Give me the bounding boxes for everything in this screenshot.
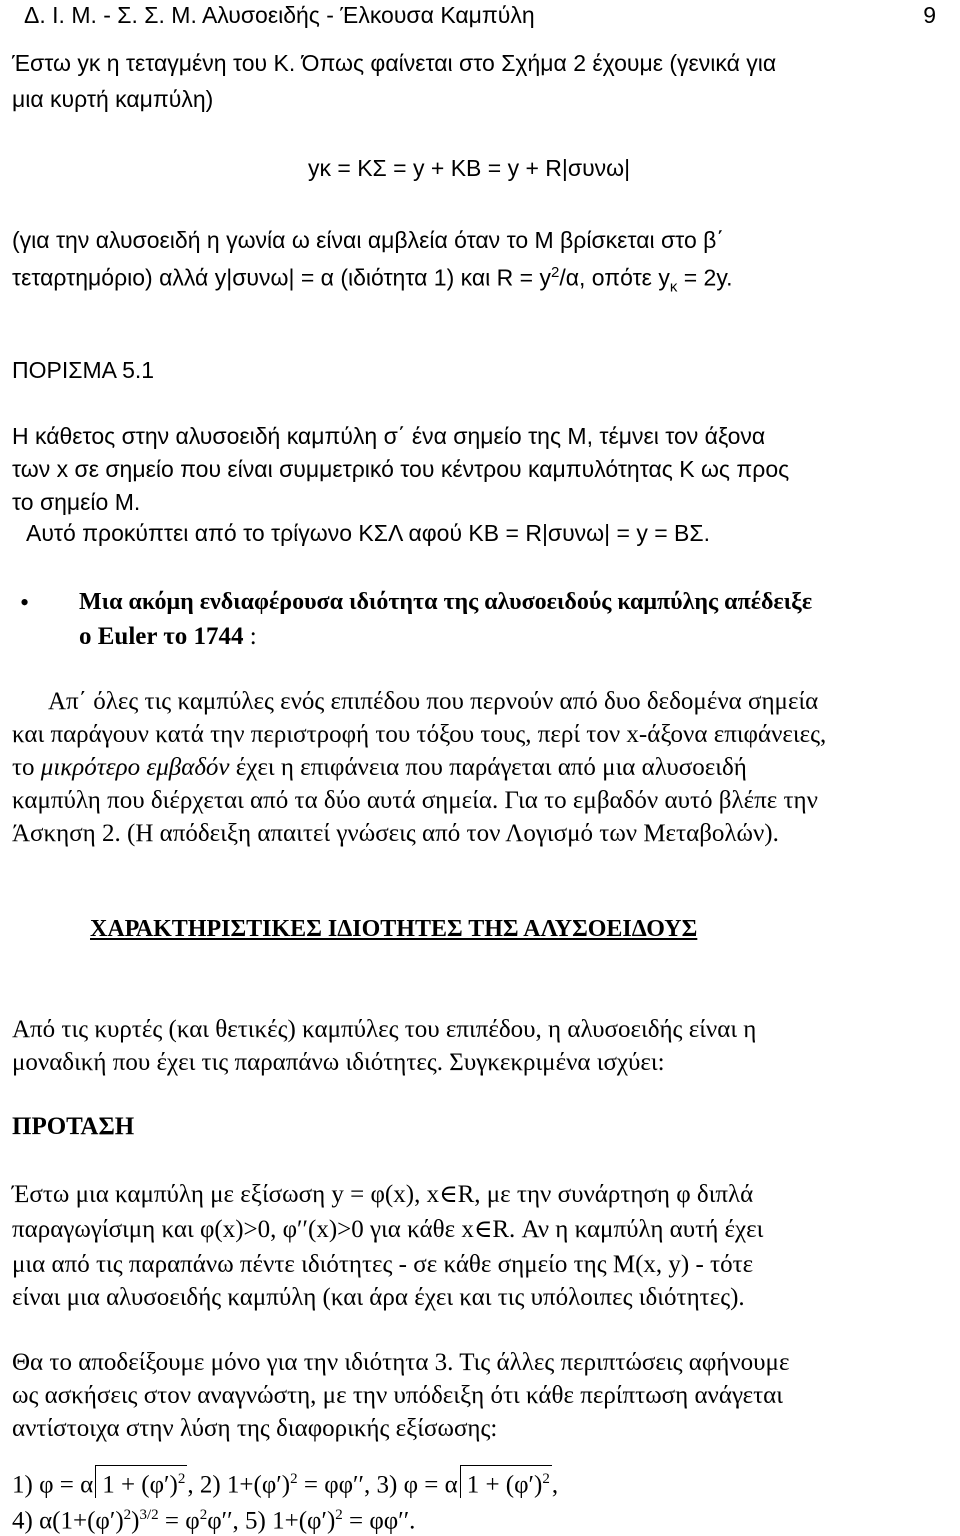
intro-line-4b: /α, οπότε y <box>559 264 670 291</box>
intro-line-4-sub: κ <box>669 278 678 296</box>
porisma-line-1: Η κάθετος στην αλυσοειδή καμπύλη σ΄ ένα σημείο της Μ, τέμνει τον άξονα <box>12 423 766 449</box>
euler-para-line-3b: έχει η επιφάνεια που παράγεται από μια αλυσοειδή <box>229 754 747 781</box>
eq1-rad2-sup: 2 <box>542 1471 550 1487</box>
intro-line-4c: = 2y. <box>677 264 733 291</box>
proof-line-3: αντίστοιχα στην λύση της διαφορικής εξίσωσης: <box>12 1415 498 1442</box>
eq1-mid-sup: 2 <box>290 1471 298 1487</box>
euler-para-line-3a: το <box>12 754 41 781</box>
porisma-line-2: των x σε σημείο που είναι συμμετρικό του κέντρου καμπυλότητας Κ ως προς <box>12 456 790 482</box>
eq2-b: ) <box>131 1507 140 1535</box>
header-title: Δ. Ι. Μ. - Σ. Σ. Μ. Αλυσοειδής - Έλκουσα Καμπύλη <box>24 2 535 28</box>
intro-line-4 <box>12 258 733 302</box>
euler-para-line-2: και παράγουν κατά την περιστροφή του τόξου τους, περί τον x-άξονα επιφάνειες, <box>12 721 827 748</box>
sqrt-expression-1 <box>95 1465 187 1498</box>
protasi-line-4: είναι μια αλυσοειδής καμπύλη (και άρα έχει και τις υπόλοιπες ιδιότητες). <box>12 1284 745 1311</box>
intro-line-2: μια κυρτή καμπύλη) <box>12 86 214 112</box>
protasi-line-2: παραγωγίσιμη και φ(x)>0, φ′′(x)>0 για κάθε x∈R. Αν η καμπύλη αυτή έχει <box>12 1216 764 1243</box>
euler-bullet-line-2b: : <box>243 623 257 650</box>
protasi-heading: ΠΡΟΤΑΣΗ <box>12 1113 135 1140</box>
euler-bullet-line-1: Μια ακόμη ενδιαφέρουσα ιδιότητα της αλυσοειδούς καμπύλης απέδειξε <box>79 589 813 615</box>
euler-para-line-1: Απ΄ όλες τις καμπύλες ενός επιπέδου που περνούν από δυο δεδομένα σημεία <box>48 688 819 715</box>
section-line-2: μοναδική που έχει τις παραπάνω ιδιότητες. Συγκεκριμένα ισχύει: <box>12 1049 665 1076</box>
equation-line-1 <box>12 1464 558 1500</box>
eq2-d-sup: 2 <box>335 1507 343 1523</box>
sqrt-expression-2 <box>460 1465 552 1498</box>
proof-line-2: ως ασκήσεις στον αναγνώστη, με την υπόδειξη ότι κάθε περίπτωση ανάγεται <box>12 1382 783 1409</box>
eq1-rad2: 1 + (φ′) <box>466 1471 543 1499</box>
intro-line-4a: τεταρτημόριο) αλλά y|συνω| = α (ιδιότητα 1) και R = y <box>12 264 551 291</box>
eq1-mid2: = φφ′′, 3) φ = α <box>297 1471 458 1499</box>
eq1-mid: , 2) 1+(φ′) <box>187 1471 291 1499</box>
euler-para-line-3-italic: μικρότερο εμβαδόν <box>40 754 230 781</box>
eq1-end: , <box>551 1471 559 1499</box>
porisma-line-4: Αυτό προκύπτει από το τρίγωνο ΚΣΛ αφού ΚΒ = R|συνω| = y = ΒΣ. <box>26 520 710 546</box>
eq2-d: φ′′, 5) 1+(φ′) <box>207 1507 336 1535</box>
eq1-rad: 1 + (φ′) <box>102 1471 178 1499</box>
porisma-line-3: το σημείο Μ. <box>12 489 141 515</box>
euler-bullet-line-2 <box>79 622 257 652</box>
porisma-heading: ΠΟΡΙΣΜΑ 5.1 <box>12 357 155 383</box>
intro-line-3: (για την αλυσοειδή η γωνία ω είναι αμβλεία όταν το Μ βρίσκεται στο β΄ <box>12 227 725 253</box>
euler-para-line-4: καμπύλη που διέρχεται από τα δύο αυτά σημεία. Για το εμβαδόν αυτό βλέπε την <box>12 787 818 814</box>
euler-para-line-5: Άσκηση 2. (Η απόδειξη απαιτεί γνώσεις από τον Λογισμό των Μεταβολών). <box>12 820 779 847</box>
bullet-marker: • <box>20 588 30 617</box>
eq1-pre: 1) φ = α <box>12 1471 94 1499</box>
euler-para-line-3 <box>12 753 747 783</box>
eq2-b-sup: 3/2 <box>139 1507 159 1523</box>
section-line-1: Από τις κυρτές (και θετικές) καμπύλες του επιπέδου, η αλυσοειδής είναι η <box>12 1016 757 1043</box>
eq2-a-sup: 2 <box>123 1507 132 1523</box>
intro-line-1: Έστω yκ η τεταγμένη του Κ. Όπως φαίνεται στο Σχήμα 2 έχουμε (γενικά για <box>12 50 777 76</box>
proof-line-1: Θα το αποδείξουμε μόνο για την ιδιότητα 3. Τις άλλες περιπτώσεις αφήνουμε <box>12 1349 790 1376</box>
protasi-line-3: μια από τις παραπάνω πέντε ιδιότητες - σε κάθε σημείο της Μ(x, y) - τότε <box>12 1251 754 1278</box>
eq2-c-sup: 2 <box>199 1507 208 1523</box>
intro-line-4-sup: 2 <box>550 264 560 281</box>
page-header <box>12 0 948 32</box>
page-number: 9 <box>923 2 936 28</box>
intro-formula: yκ = ΚΣ = y + ΚΒ = y + R|συνω| <box>308 155 631 181</box>
eq1-rad-sup: 2 <box>177 1471 186 1487</box>
protasi-line-1: Έστω μια καμπύλη με εξίσωση y = φ(x), x∈R, με την συνάρτηση φ διπλά <box>12 1181 754 1208</box>
eq2-e: = φφ′′. <box>342 1507 416 1535</box>
eq2-a: 4) α(1+(φ′) <box>12 1507 124 1535</box>
section-title: ΧΑΡΑΚΤΗΡΙΣΤΙΚΕΣ ΙΔΙΟΤΗΤΕΣ ΤΗΣ ΑΛΥΣΟΕΙΔΟΥΣ <box>90 916 698 942</box>
eq2-c: = φ <box>158 1507 200 1535</box>
euler-bullet-line-2a: ο Euler το 1744 <box>79 623 244 650</box>
